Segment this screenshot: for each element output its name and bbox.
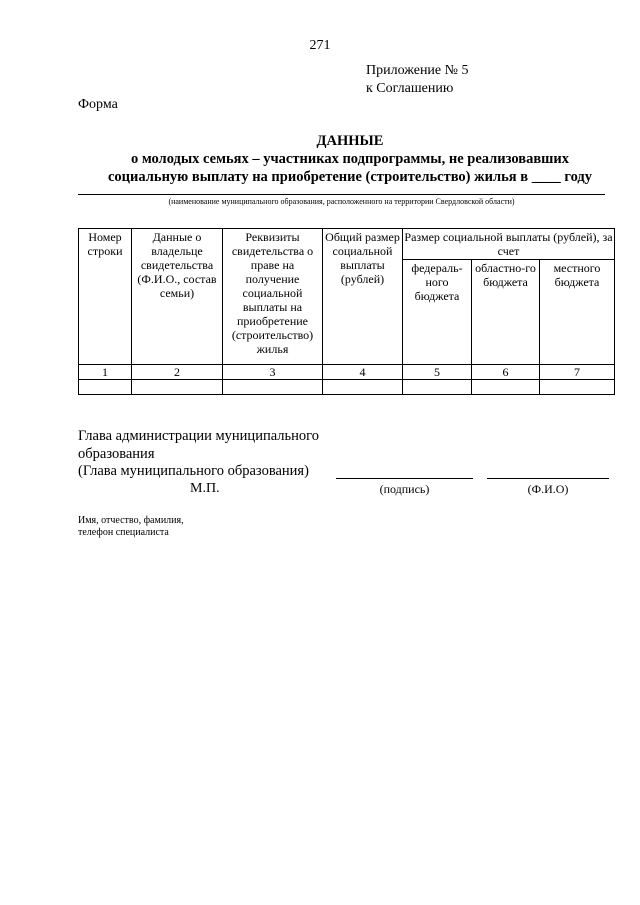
header-row-number: Номер строки [79,229,132,365]
specialist-line-1: Имя, отчество, фамилия, [78,515,184,526]
data-table [78,228,615,395]
column-number: 6 [472,365,540,380]
specialist-contact [78,515,184,539]
table-cell[interactable] [132,380,223,395]
form-label: Форма [78,97,118,112]
table-cell[interactable] [472,380,540,395]
column-number: 1 [79,365,132,380]
signature-line[interactable] [336,478,473,479]
name-caption: (Ф.И.О) [527,482,569,496]
column-number: 2 [132,365,223,380]
header-certificate-details: Реквизиты свидетельства о праве на получение социальной выплаты на приобретение (строительство) жилья [223,229,323,365]
table-header-row [79,229,615,260]
header-federal-budget: федераль-ного бюджета [403,260,472,365]
table-cell[interactable] [540,380,615,395]
signer-line-3: (Глава муниципального образования) [78,463,309,479]
signer-title [78,428,319,481]
header-local-budget: местного бюджета [540,260,615,365]
table-cell[interactable] [79,380,132,395]
title-line-3: социальную выплату на приобретение (строительство) жилья в ____ году [108,169,592,185]
name-line[interactable] [487,478,609,479]
table-column-numbers-row [79,365,615,380]
header-owner-data: Данные о владельце свидетельства (Ф.И.О., состав семьи) [132,229,223,365]
signature-caption: (подпись) [379,482,430,496]
appendix-reference [366,62,469,98]
header-amount-by-source: Размер социальной выплаты (рублей), за счет [404,230,613,258]
column-number: 4 [323,365,403,380]
specialist-line-2: телефон специалиста [78,527,169,538]
column-number: 3 [223,365,323,380]
signer-line-2: образования [78,445,155,462]
municipality-underline [78,194,605,195]
page-number: 271 [309,38,331,53]
column-number: 5 [403,365,472,380]
header-total-amount: Общий размер социальной выплаты (рублей) [323,229,403,365]
signer-line-1: Глава администрации муниципального [78,428,319,444]
column-number: 7 [540,365,615,380]
title-line-2: о молодых семьях – участниках подпрограммы, не реализовавших [130,151,570,167]
table-cell[interactable] [403,380,472,395]
appendix-line-2: к Соглашению [366,81,454,96]
table-row [79,380,615,395]
table-cell[interactable] [223,380,323,395]
document-title [60,132,640,186]
municipality-caption: (наименование муниципального образования, расположенного на территории Свердловской области) [168,197,515,206]
stamp-placeholder: М.П. [190,481,220,496]
appendix-line-1: Приложение № 5 [366,63,469,78]
title-line-1: ДАННЫЕ [316,133,384,149]
table-cell[interactable] [323,380,403,395]
header-regional-budget: областно-го бюджета [472,260,540,365]
